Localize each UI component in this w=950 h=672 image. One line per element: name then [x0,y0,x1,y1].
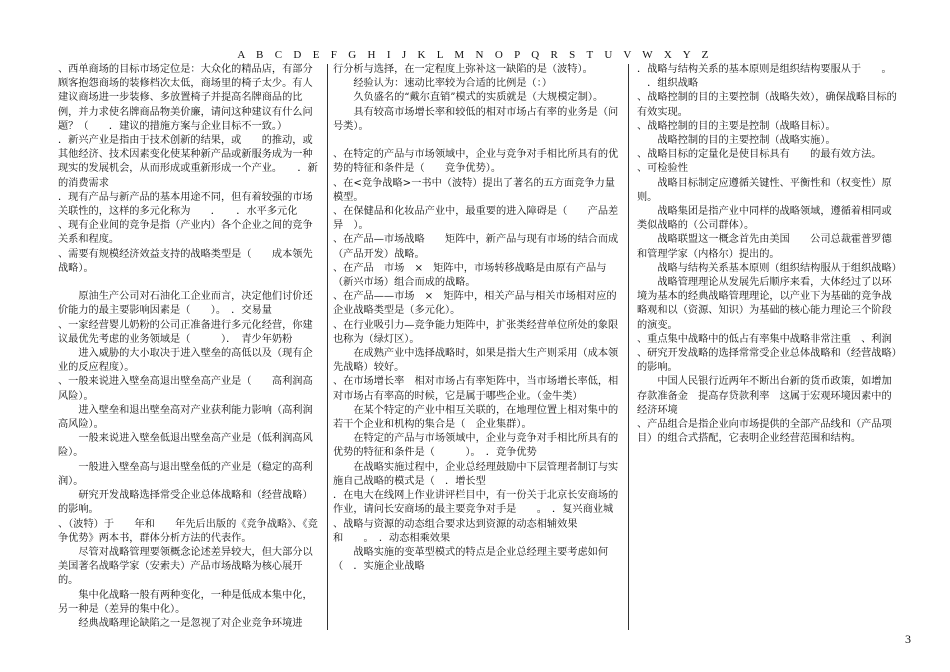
paragraph: 、（波特）于 年和 年先后出版的《竞争战略》、《竞争优势》两本书，群体分析方法的代表作。 [58,518,318,544]
text-column-2 [333,63,620,574]
paragraph: ．战略与结构关系的基本原则是组织结构要服从于 。 [637,64,892,75]
paragraph: 经典战略理论缺陷之一是忽视了对企业竞争环境进 [58,617,303,629]
column-divider [628,64,629,630]
paragraph: 、在产品——市场 × 矩阵中，相关产品与相关市场相对应的企业战略类型是（多元化）。 [333,291,617,317]
paragraph: 、在产品—市场战略 矩阵中，新产品与现有市场的结合而成（产品开发）战略。 [333,234,619,260]
paragraph: 、在<竞争战略>一书中（波特）提出了著名的五方面竞争力量模型。 [333,177,615,203]
column-divider [327,64,328,630]
paragraph: 在战略实施过程中，企业总经理鼓励中下层管理者制订与实施自己战略的模式是（ ．增长型 [333,461,619,487]
paragraph: 、在行业吸引力—竞争能力矩阵中，扩张类经营单位所处的象限也称为（绿灯区）。 [333,319,619,345]
paragraph: 进入威胁的大小取决于进入壁垒的高低以及（现有企业的反应程度）。 [58,348,313,374]
paragraph: 、在市场增长率 相对市场占有率矩阵中，当市场增长率低，相对市场占有率高的时候，它是属于哪些企业。（金牛类） [333,376,619,402]
paragraph: 在特定的产品与市场领域中，企业与竞争对手相比所具有的优势的特征和条件是（ ）。 ．竞争优势 [333,433,619,459]
paragraph [333,134,620,148]
paragraph: 原油生产公司对石油化工企业而言，决定他们讨价还价能力的最主要影响因素是（ ）。 ．交易量 [58,291,313,317]
paragraph: 具有较高市场增长率和较低的相对市场占有率的业务是（问号类）。 [333,106,619,132]
paragraph: 行分析与选择，在一定程度上弥补这一缺陷的是（波特）。 [333,64,593,75]
paragraph: ．新兴产业是指由于技术创新的结果，或 的推动，或其他经济、技术因素变化使某种新产品或新服务成为一种现实的发展机会，从而形成或重新形成一个产业。 ．新的消费需求 [58,135,318,189]
paragraph [58,276,322,290]
paragraph: 战略集团是指产业中同样的战略领域，遵循着相同或类似战略的（公司群体）。 [637,206,892,232]
paragraph: 、需要有规模经济效益支持的战略类型是（ 成本领先战略）。 [58,248,313,274]
paragraph: 、战略控制的目的主要是控制（战略目标）。 [637,120,836,132]
alphabet-index: A B C D E F G H I J K L M N O P Q R S T U V W X Y Z [237,49,713,61]
paragraph: 、战略目标的定量化是使目标具有 的最有效方法。 [637,149,882,161]
paragraph: 、战略与资源的动态组合要求达到资源的动态相辅效果和 。 ．动态相乘效果 [333,518,578,544]
paragraph: 、一般来说进入壁垒高退出壁垒高产业是（ 高利润高风险）。 [58,376,313,402]
paragraph: 、西单商场的目标市场定位是：大众化的精品店，有部分顾客抱怨商场的装修档次太低，商场里的椅子太少。有人建议商场进一步装修、多放置椅子并提高名牌商品的比例，并力求使名牌商品物美价廉，请问这种建议有什么问题？（ ．建议的措施方案与企业目标不一致。） [58,64,313,132]
paragraph: 、在产品 市场 × 矩阵中，市场转移战略是由原有产品与（新兴市场）组合而成的战略。 [333,262,607,289]
paragraph: 集中化战略一般有两种变化，一种是低成本集中化，另一种是（差异的集中化）。 [58,589,313,615]
paragraph: 战略管理理论从发展先后顺序来看，大体经过了以环境为基本的经典战略管理理论，以产业下为基础的竞争战略观和以（资源、知识）为基础的核心能力理论三个阶段的演变。 [637,277,892,331]
paragraph: 尽管对战略管理要领概念论述差异较大，但大部分以美国著名战略学家（安索夫）产品市场战略为核心展开的。 [58,546,313,587]
paragraph: 研究开发战略选择常受企业总体战略和（经营战略）的影响。 [58,490,313,516]
paragraph: ．组织战略 [637,78,699,90]
text-column-1 [58,63,322,631]
paragraph: 经验认为：速动比率较为合适的比例是（：） [333,78,553,90]
paragraph: 战略实施的变革型模式的特点是企业总经理主要考虑如何（ ．实施企业战略 [333,546,609,573]
paragraph: ．现有产品与新产品的基本用途不同，但有着较强的市场关联性的，这样的多元化称为 ． ．水平多元化 [58,191,313,218]
paragraph: 、重点集中战略中的低占有率集中战略非常注重 、利润 [637,333,892,345]
paragraph: 、现有企业间的竞争是指（产业内）各个企业之间的竞争关系和程度。 [58,220,313,246]
paragraph: 战略控制的目的主要控制（战略实施）。 [637,135,836,147]
paragraph: 中国人民银行近两年不断出台新的货币政策，如增加存款准备金 提高存贷款利率 这属于宏观环境因素中的经济环境 [637,376,892,416]
paragraph: 、在特定的产品与市场领域中，企业与竞争对手相比所具有的优势的特征和条件是（ 竞争优势）。 [333,149,619,175]
paragraph: 、在保健品和化妆品产业中，最重要的进入障碍是（ 产品差异 ）。 [333,206,619,232]
paragraph: 一般进入壁垒高与退出壁垒低的产业是（稳定的高利润）。 [58,461,313,487]
paragraph: 、研究开发战略的选择常常受企业总体战略和（经营战略）的影响。 [637,348,897,374]
paragraph: 在成熟产业中选择战略时，如果是指大生产则采用（成本领先战略）较好。 [333,348,619,374]
paragraph: 战略与结构关系基本原则（组织结构服从于组织战略） [637,262,902,274]
paragraph: 、战略控制的目的主要控制（战略失效），确保战略目标的有效实现。 [637,92,897,118]
text-column-3 [637,63,902,446]
paragraph: 战略联盟这一概念首先由美国 公司总裁霍普罗德和管理学家（内格尔）提出的。 [637,234,892,260]
paragraph: 、一家经营婴儿奶粉的公司正准备进行多元化经营，你建议最优先考虑的业务领域是（ ）． 青少年奶粉 [58,319,313,345]
paragraph: 、可检验性 [637,163,688,175]
page-number: 3 [905,632,911,646]
paragraph: 在某个特定的产业中相互关联的，在地理位置上相对集中的若干个企业和机构的集合是（ 企业集群）。 [333,404,619,431]
paragraph: 进入壁垒和退出壁垒高对产业获利能力影响（高利润高风险）。 [58,404,313,431]
paragraph: ．在电大在线网上作业讲评栏目中，有一份关于北京长安商场的作业，请问长安商场的最主要竞争对手是 。 ．复兴商业城 [333,490,619,516]
paragraph: 一般来说进入壁垒低退出壁垒高产业是（低利润高风险）。 [58,433,313,459]
paragraph: 、产品组合是指企业向市场提供的全部产品线和（产品项目）的组合式搭配，它表明企业经营范围和结构。 [637,419,892,445]
paragraph: 久负盛名的“戴尔直销”模式的实质就是（大规模定制）。 [333,92,604,104]
paragraph: 战略目标制定应遵循关键性、平衡性和（权变性）原则。 [637,177,892,203]
